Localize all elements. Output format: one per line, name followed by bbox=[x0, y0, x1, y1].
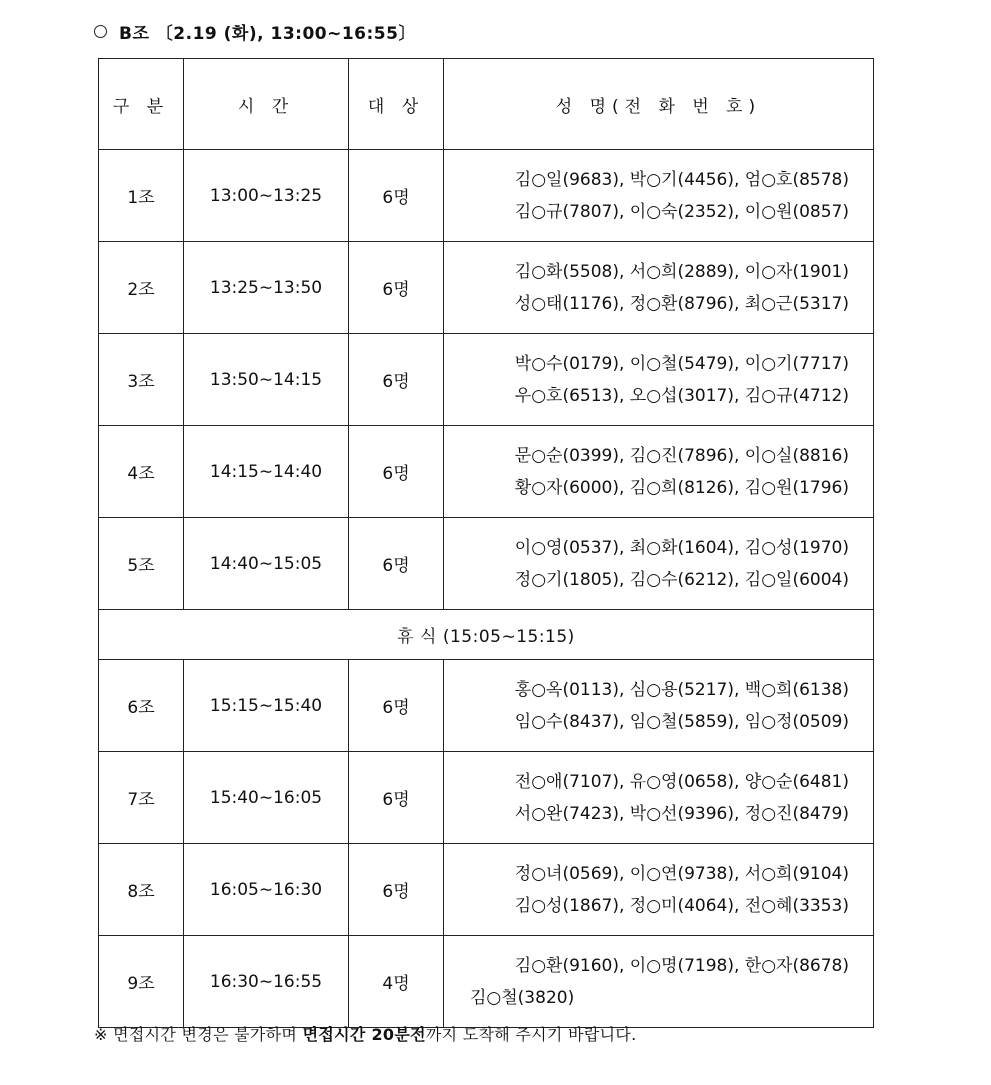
time-cell: 16:05∼16:30 bbox=[184, 844, 349, 936]
header-row bbox=[99, 59, 874, 150]
names-line: 김○규(7807), 이○숙(2352), 이○원(0857) bbox=[514, 201, 849, 222]
time-cell: 13:50∼14:15 bbox=[184, 334, 349, 426]
count-cell: 4명 bbox=[349, 936, 444, 1028]
count-cell: 6명 bbox=[349, 752, 444, 844]
names-cell bbox=[444, 242, 874, 334]
names-line: 우○호(6513), 오○섭(3017), 김○규(4712) bbox=[514, 385, 849, 406]
time-cell: 14:15∼14:40 bbox=[184, 426, 349, 518]
header-time: 시 간 bbox=[184, 59, 349, 150]
names-line: 김○화(5508), 서○희(2889), 이○자(1901) bbox=[514, 261, 849, 282]
table-row bbox=[99, 334, 874, 426]
footnote-suffix: 까지 도착해 주시기 바랍니다. bbox=[425, 1025, 637, 1044]
group-cell: 4조 bbox=[99, 426, 184, 518]
group-cell: 3조 bbox=[99, 334, 184, 426]
table-row bbox=[99, 150, 874, 242]
names-cell bbox=[444, 150, 874, 242]
group-cell: 8조 bbox=[99, 844, 184, 936]
group-cell: 9조 bbox=[99, 936, 184, 1028]
group-cell: 6조 bbox=[99, 660, 184, 752]
names-cell bbox=[444, 334, 874, 426]
names-line: 김○일(9683), 박○기(4456), 엄○호(8578) bbox=[514, 169, 849, 190]
names-line: 김○성(1867), 정○미(4064), 전○혜(3353) bbox=[514, 895, 849, 916]
count-cell: 6명 bbox=[349, 518, 444, 610]
names-line: 문○순(0399), 김○진(7896), 이○실(8816) bbox=[514, 445, 849, 466]
group-cell: 7조 bbox=[99, 752, 184, 844]
footnote-prefix: ※ 면접시간 변경은 불가하며 bbox=[94, 1025, 303, 1044]
header-group: 구 분 bbox=[99, 59, 184, 150]
break-row bbox=[99, 610, 874, 660]
names-cell bbox=[444, 936, 874, 1028]
group-cell: 1조 bbox=[99, 150, 184, 242]
names-cell bbox=[444, 426, 874, 518]
break-cell: 휴 식 (15:05∼15:15) bbox=[99, 610, 874, 660]
table-row bbox=[99, 518, 874, 610]
time-cell: 13:00∼13:25 bbox=[184, 150, 349, 242]
count-cell: 6명 bbox=[349, 334, 444, 426]
names-line: 황○자(6000), 김○희(8126), 김○원(1796) bbox=[514, 477, 849, 498]
time-cell: 14:40∼15:05 bbox=[184, 518, 349, 610]
time-cell: 13:25∼13:50 bbox=[184, 242, 349, 334]
names-line: 성○태(1176), 정○환(8796), 최○근(5317) bbox=[514, 293, 849, 314]
table-row bbox=[99, 426, 874, 518]
names-cell bbox=[444, 844, 874, 936]
names-line: 김○철(3820) bbox=[470, 987, 575, 1008]
table-row bbox=[99, 936, 874, 1028]
names-cell bbox=[444, 660, 874, 752]
footnote-emphasis: 면접시간 20분전 bbox=[302, 1025, 426, 1044]
count-cell: 6명 bbox=[349, 150, 444, 242]
count-cell: 6명 bbox=[349, 426, 444, 518]
names-line: 정○기(1805), 김○수(6212), 김○일(6004) bbox=[514, 569, 849, 590]
names-line: 서○완(7423), 박○선(9396), 정○진(8479) bbox=[514, 803, 849, 824]
footnote bbox=[94, 1022, 636, 1045]
time-cell: 16:30∼16:55 bbox=[184, 936, 349, 1028]
time-cell: 15:15∼15:40 bbox=[184, 660, 349, 752]
names-line: 홍○옥(0113), 심○용(5217), 백○희(6138) bbox=[514, 679, 849, 700]
group-cell: 2조 bbox=[99, 242, 184, 334]
names-cell bbox=[444, 752, 874, 844]
table-row bbox=[99, 752, 874, 844]
header-count: 대 상 bbox=[349, 59, 444, 150]
group-cell: 5조 bbox=[99, 518, 184, 610]
table-row bbox=[99, 242, 874, 334]
names-line: 김○환(9160), 이○명(7198), 한○자(8678) bbox=[514, 955, 849, 976]
names-line: 이○영(0537), 최○화(1604), 김○성(1970) bbox=[514, 537, 849, 558]
count-cell: 6명 bbox=[349, 844, 444, 936]
names-line: 전○애(7107), 유○영(0658), 양○순(6481) bbox=[514, 771, 849, 792]
names-cell bbox=[444, 518, 874, 610]
names-line: 박○수(0179), 이○철(5479), 이○기(7717) bbox=[514, 353, 849, 374]
names-line: 정○녀(0569), 이○연(9738), 서○희(9104) bbox=[514, 863, 849, 884]
schedule-table bbox=[98, 58, 874, 1028]
names-line: 임○수(8437), 임○철(5859), 임○정(0509) bbox=[514, 711, 849, 732]
table-row bbox=[99, 844, 874, 936]
time-cell: 15:40∼16:05 bbox=[184, 752, 349, 844]
count-cell: 6명 bbox=[349, 660, 444, 752]
count-cell: 6명 bbox=[349, 242, 444, 334]
bullet-circle-icon bbox=[94, 25, 107, 38]
section-title-text: B조 〔2.19 (화), 13:00∼16:55〕 bbox=[119, 23, 416, 44]
section-title bbox=[94, 16, 416, 46]
header-names: 성 명(전 화 번 호) bbox=[444, 59, 874, 150]
table-row bbox=[99, 660, 874, 752]
